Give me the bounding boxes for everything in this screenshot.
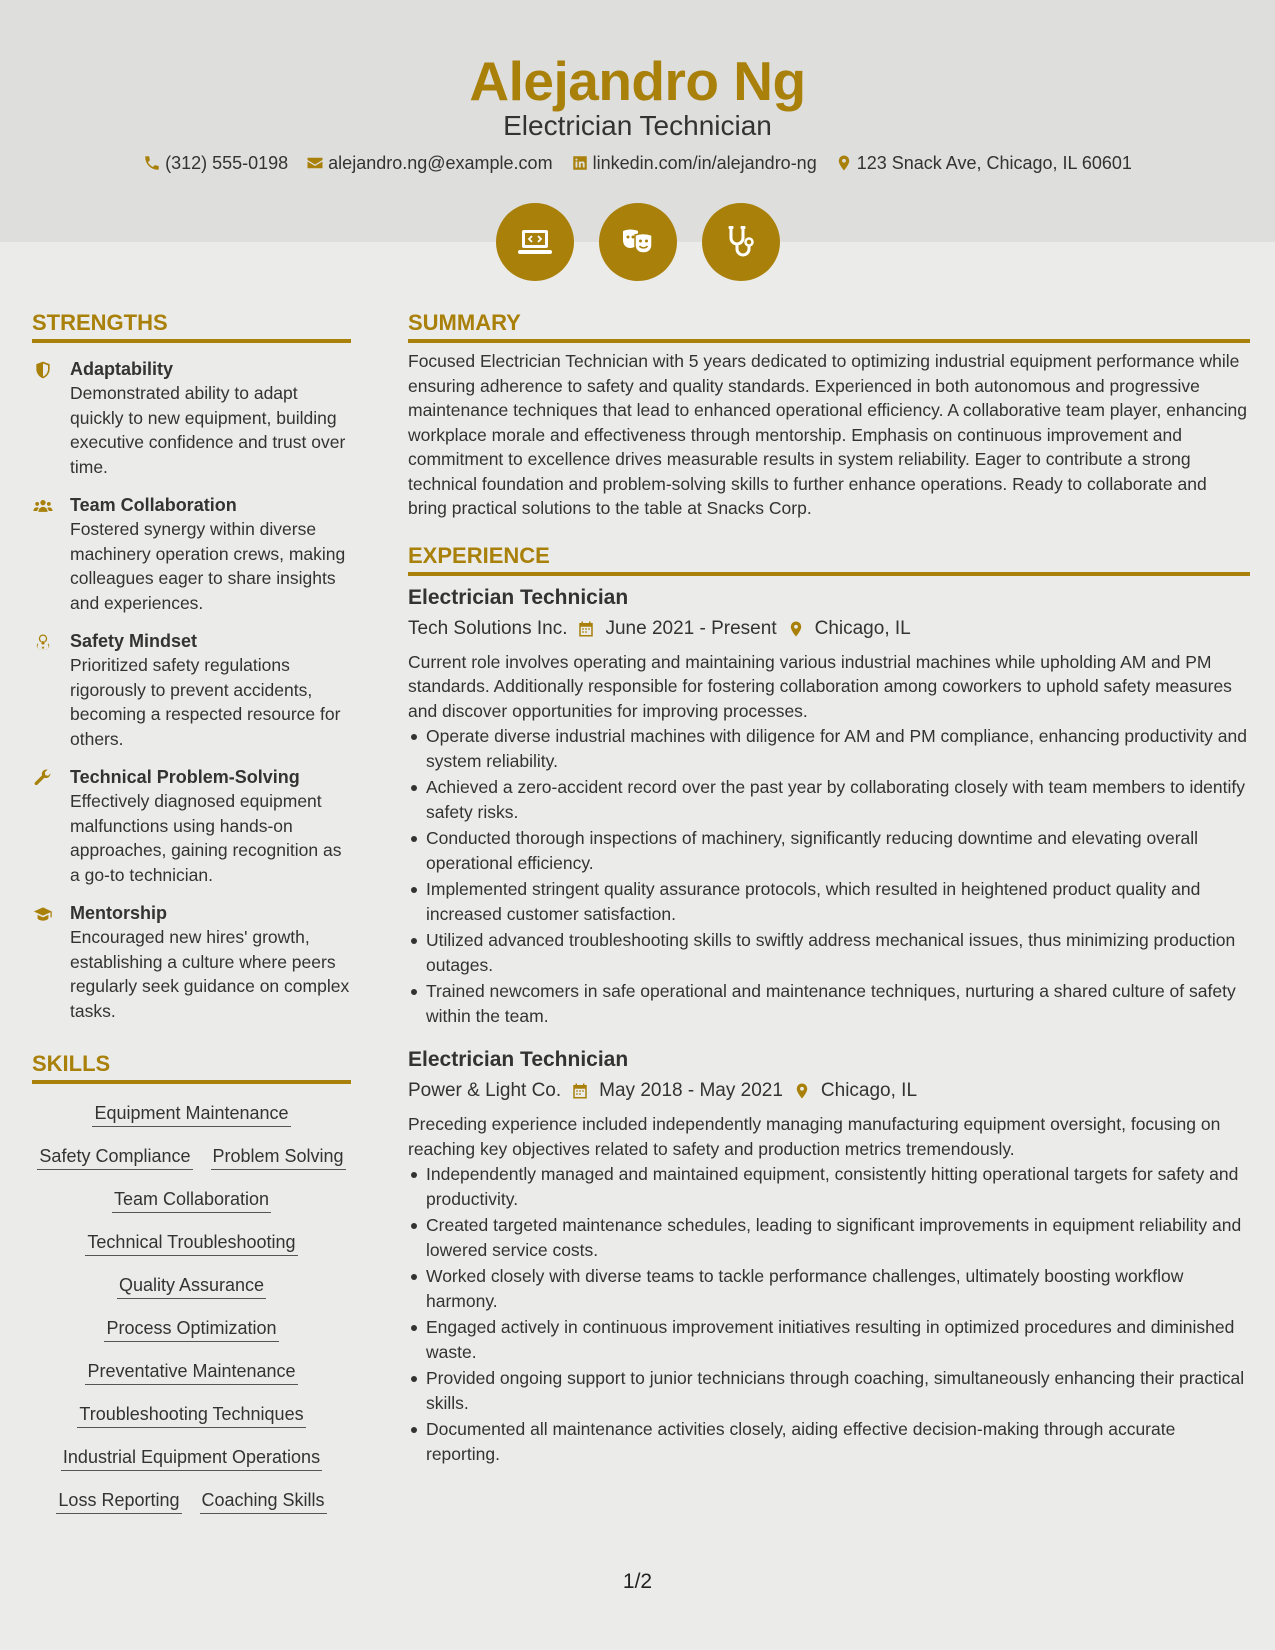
job-company: Power & Light Co. [408,1080,562,1101]
summary-heading: SUMMARY [408,308,1250,343]
skill-tag: Preventative Maintenance [85,1358,297,1385]
bullet-item: Operate diverse industrial machines with diligence for AM and PM compliance, enhancing productivity and system reliability. [408,724,1250,773]
strength-title: Safety Mindset [70,631,198,651]
strengths-heading: STRENGTHS [32,308,351,343]
job-desc: Preceding experience included independently managing manufacturing equipment oversight, focusing on reaching key objectives related to safety and production metrics tremendously. [408,1114,1221,1159]
candidate-title: Electrician Technician [503,110,772,141]
users-icon [32,496,54,516]
laptop-code-badge [496,203,574,281]
linkedin-icon [571,154,589,172]
page-number: 1/2 [622,1570,653,1593]
skill-tag: Industrial Equipment Operations [61,1444,322,1471]
strength-desc: Effectively diagnosed equipment malfunctions using hands-on approaches, gaining recognition as a go-to technician. [70,791,342,885]
envelope-icon [306,154,324,172]
strength-title: Team Collaboration [70,495,237,515]
bullet-item: Documented all maintenance activities closely, aiding effective decision-making through accurate reporting. [408,1417,1250,1466]
skill-tag: Problem Solving [211,1143,346,1170]
strength-item [32,357,351,479]
theater-masks-badge [599,203,677,281]
bullet-item: Trained newcomers in safe operational and maintenance techniques, nurturing a shared culture of safety within the team. [408,979,1250,1028]
phone-icon [143,154,161,172]
skill-tag: Coaching Skills [200,1487,327,1514]
strength-desc: Fostered synergy within diverse machinery operation crews, making colleagues eager to share insights and experiences. [70,519,346,613]
bullet-item: Achieved a zero-accident record over the past year by collaborating closely with team members to identify safety risks. [408,775,1250,824]
strength-item [32,493,351,615]
calendar-icon [577,619,595,639]
job-meta [408,1076,1250,1106]
strength-desc: Encouraged new hires' growth, establishing a culture where peers regularly seek guidance on complex tasks. [70,927,350,1021]
strength-item [32,765,351,887]
experience-heading: EXPERIENCE [408,541,1250,576]
graduation-cap-icon [32,904,54,924]
address-text: 123 Snack Ave, Chicago, IL 60601 [856,153,1132,173]
job-entry [408,1046,1250,1466]
strength-item [32,629,351,751]
bullet-item: Created targeted maintenance schedules, leading to significant improvements in equipment reliability and lowered service costs. [408,1213,1250,1262]
skill-tag: Quality Assurance [117,1272,266,1299]
calendar-icon [571,1081,589,1101]
right-column [408,308,1250,1468]
strength-desc: Demonstrated ability to adapt quickly to new equipment, building executive confidence and trust over time. [70,383,346,477]
job-role: Electrician Technician [408,585,629,609]
strength-item [32,901,351,1023]
bullet-item: Worked closely with diverse teams to tackle performance challenges, ultimately boosting workflow harmony. [408,1264,1250,1313]
skill-tag: Equipment Maintenance [92,1100,290,1127]
skill-tag: Loss Reporting [56,1487,181,1514]
phone-text: (312) 555-0198 [165,153,289,173]
map-marker-icon [835,154,853,172]
stethoscope-badge [702,203,780,281]
contact-phone[interactable] [143,151,288,175]
job-company: Tech Solutions Inc. [408,617,568,639]
strength-desc: Prioritized safety regulations rigorously to prevent accidents, becoming a respected resource for others. [70,655,341,749]
biohazard-icon [32,632,54,652]
contact-address [835,151,1132,175]
bullet-item: Conducted thorough inspections of machinery, significantly reducing downtime and elevating overall operational efficiency. [408,826,1250,875]
strength-title: Adaptability [70,359,174,379]
bullet-item: Utilized advanced troubleshooting skills to swiftly address mechanical issues, thus minimizing production outages. [408,928,1250,977]
theater-masks-icon [618,222,658,262]
wrench-icon [32,768,54,788]
interest-badges [0,203,1275,281]
skill-tag: Team Collaboration [112,1186,271,1213]
stethoscope-icon [721,222,761,262]
left-column [32,308,351,1514]
email-text: alejandro.ng@example.com [328,153,553,173]
laptop-code-icon [515,222,555,262]
bullet-item: Implemented stringent quality assurance protocols, which resulted in heightened product quality and increased customer satisfaction. [408,877,1250,926]
job-location: Chicago, IL [814,617,911,639]
strength-title: Technical Problem-Solving [70,767,300,787]
job-desc: Current role involves operating and maintaining various industrial machines while upholding AM and PM standards. Additionally responsible for fostering collaboration among coworkers to uphold safety measures and discover opportunities for improving processes. [408,651,1232,721]
contact-email[interactable] [306,151,552,175]
skill-tag: Process Optimization [104,1315,278,1342]
job-dates: June 2021 - Present [605,617,777,639]
job-location: Chicago, IL [820,1080,918,1101]
skills-list [32,1084,351,1514]
summary-text: Focused Electrician Technician with 5 years dedicated to optimizing industrial equipment performance while ensuring adherence to safety and quality standards. Experienced in both autonomous and progressive maintenance techniques that lead to enhanced operational efficiency. A collaborative team player, enhancing workplace morale and effectiveness through mentorship. Emphasis on continuous improvement and commitment to excellence drives measurable results in system reliability. Eager to contribute a strong technical foundation and problem-solving skills to further enhance operations. Ready to collaborate and bring practical solutions to the table at Snacks Corp. [408,351,1247,518]
strength-title: Mentorship [70,903,167,923]
job-meta [408,614,1250,644]
bullet-item: Independently managed and maintained equipment, consistently hitting operational targets for safety and productivity. [408,1162,1250,1211]
map-marker-icon [793,1081,811,1101]
bullet-item: Engaged actively in continuous improvement initiatives resulting in optimized procedures and diminished waste. [408,1315,1250,1364]
skill-tag: Safety Compliance [37,1143,192,1170]
job-entry [408,584,1250,1029]
job-bullets [408,724,1250,1028]
job-role: Electrician Technician [408,1048,629,1071]
job-bullets [408,1162,1250,1466]
contact-linkedin[interactable] [571,151,817,175]
skill-tag: Technical Troubleshooting [85,1229,297,1256]
job-dates: May 2018 - May 2021 [599,1080,783,1101]
contact-row [0,151,1275,175]
shield-icon [32,360,54,380]
candidate-name: Alejandro Ng [469,50,806,112]
map-marker-icon [787,619,805,639]
bullet-item: Provided ongoing support to junior technicians through coaching, simultaneously enhancing their practical skills. [408,1366,1250,1415]
skills-heading: SKILLS [32,1049,351,1084]
skill-tag: Troubleshooting Techniques [77,1401,305,1428]
linkedin-text: linkedin.com/in/alejandro-ng [592,153,817,173]
